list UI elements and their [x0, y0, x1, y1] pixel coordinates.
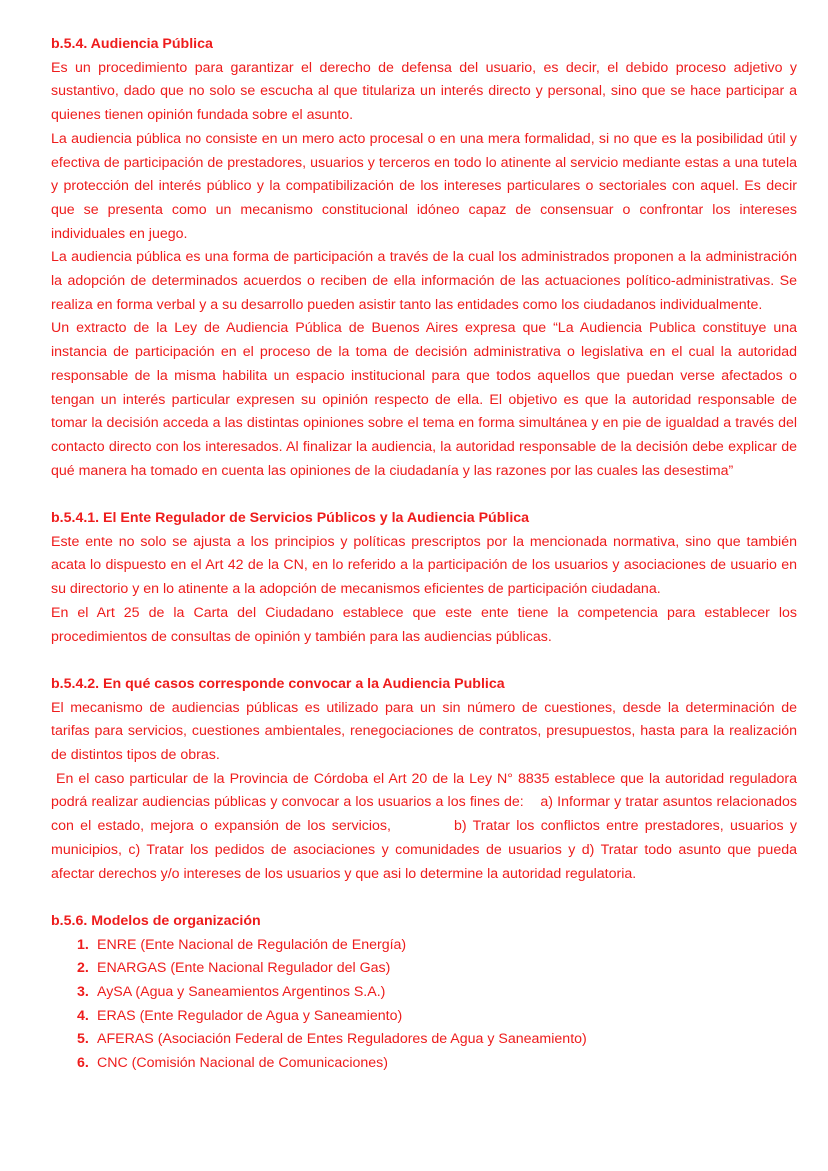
list-item — [77, 1028, 797, 1052]
list-item-text: ERAS (Ente Regulador de Agua y Saneamiento) — [97, 1007, 403, 1024]
organization-list — [51, 934, 797, 1076]
list-item — [77, 934, 797, 958]
list-item-text: AFERAS (Asociación Federal de Entes Reguladores de Agua y Saneamiento) — [97, 1031, 587, 1048]
section-casos-convocar — [51, 673, 801, 886]
list-item — [77, 957, 797, 981]
section-audiencia-publica — [51, 33, 797, 483]
section-heading: b.5.4.2. En qué casos corresponde convocar a la Audiencia Publica — [51, 675, 505, 692]
paragraph: En el Art 25 de la Carta del Ciudadano establece que este ente tiene la competencia para establecer los procedimientos de consultas de opinión y también para las audiencias públicas. — [51, 604, 797, 645]
list-number: 1. — [77, 936, 89, 953]
section-ente-regulador — [51, 507, 797, 649]
list-item — [77, 1052, 797, 1076]
paragraph: Este ente no solo se ajusta a los principios y políticas prescriptos por la mencionada normativa, sino que también acata lo dispuesto en el Art 42 de la CN, en lo referido a la participación de los usuarios y asociaciones de usuario en su directorio y en lo atinente a la adopción de mecanismos eficientes de participación ciudadana. — [51, 533, 797, 598]
list-item-text: AySA (Agua y Saneamientos Argentinos S.A.) — [97, 984, 386, 1001]
list-number: 3. — [77, 984, 89, 1001]
list-item — [77, 981, 797, 1005]
list-number: 4. — [77, 1007, 89, 1024]
paragraph: La audiencia pública no consiste en un mero acto procesal o en una mera formalidad, si no que es la posibilidad útil y efectiva de participación de prestadores, usuarios y terceros en todo lo atinente al servicio mediante estas a una tutela y protección del interés público y la compatibilización de los intereses particulares o sectoriales con aquel. Es decir que se presenta como un mecanismo constitucional idóneo capaz de consensuar o confrontar los intereses individuales en juego. — [51, 130, 797, 242]
paragraph: El mecanismo de audiencias públicas es utilizado para un sin número de cuestiones, desde la determinación de tarifas para servicios, cuestiones ambientales, renegociaciones de contratos, presupuestos, hasta para la realización de distintos tipos de obras. — [51, 699, 797, 764]
section-modelos-organizacion — [51, 910, 797, 1076]
list-item-text: ENRE (Ente Nacional de Regulación de Energía) — [97, 936, 407, 953]
section-heading: b.5.4. Audiencia Pública — [51, 36, 213, 52]
list-item-text: ENARGAS (Ente Nacional Regulador del Gas) — [97, 960, 391, 977]
section-heading: b.5.6. Modelos de organización — [51, 912, 261, 929]
list-number: 2. — [77, 960, 89, 977]
paragraph: Es un procedimiento para garantizar el derecho de defensa del usuario, es decir, el debido proceso adjetivo y sustantivo, dado que no solo se escucha al que titulariza un interés directo y personal, sino que se hace participar a quienes tienen opinión fundada sobre el asunto. — [51, 59, 797, 124]
paragraph: La audiencia pública es una forma de participación a través de la cual los administrados proponen a la administración la adopción de determinados acuerdos o reciben de ella información de las actuaciones político-administrativas. Se realiza en forma verbal y a su desarrollo pueden asistir tanto las entidades como los ciudadanos individualmente. — [51, 249, 797, 313]
list-number: 5. — [77, 1031, 89, 1048]
list-item — [77, 1005, 797, 1029]
list-item-text: CNC (Comisión Nacional de Comunicaciones) — [97, 1055, 388, 1072]
document-page — [51, 33, 801, 1076]
section-heading: b.5.4.1. El Ente Regulador de Servicios Públicos y la Audiencia Pública — [51, 510, 530, 527]
paragraph: En el caso particular de la Provincia de Córdoba el Art 20 de la Ley N° 8835 establece que la autoridad reguladora podrá realizar audiencias públicas y convocar a los usuarios a los fines de: a) Informar y tratar asuntos relacionados con el estado, mejora o expansión de los servicios, b) Tratar los conflictos entre prestadores, usuarios y municipios, c) Tratar los pedidos de asociaciones y comunidades de usuarios y d) Tratar todo asunto que pueda afectar derechos y/o intereses de los usuarios y que asi lo determine la autoridad regulatoria. — [51, 770, 801, 882]
list-number: 6. — [77, 1055, 89, 1072]
paragraph: Un extracto de la Ley de Audiencia Pública de Buenos Aires expresa que “La Audiencia Publica constituye una instancia de participación en el proceso de la toma de decisión administrativa o legislativa en el cual la autoridad responsable de la misma habilita un espacio institucional para que todos aquellos que puedan verse afectados o tengan un interés particular expresen su opinión respecto de ella. El objetivo es que la autoridad responsable de tomar la decisión acceda a las distintas opiniones sobre el tema en forma simultánea y en pie de igualdad a través del contacto directo con los interesados. Al finalizar la audiencia, la autoridad responsable de la decisión debe explicar de qué manera ha tomado en cuenta las opiniones de la ciudadanía y las razones por las cuales las desestima” — [51, 320, 797, 479]
